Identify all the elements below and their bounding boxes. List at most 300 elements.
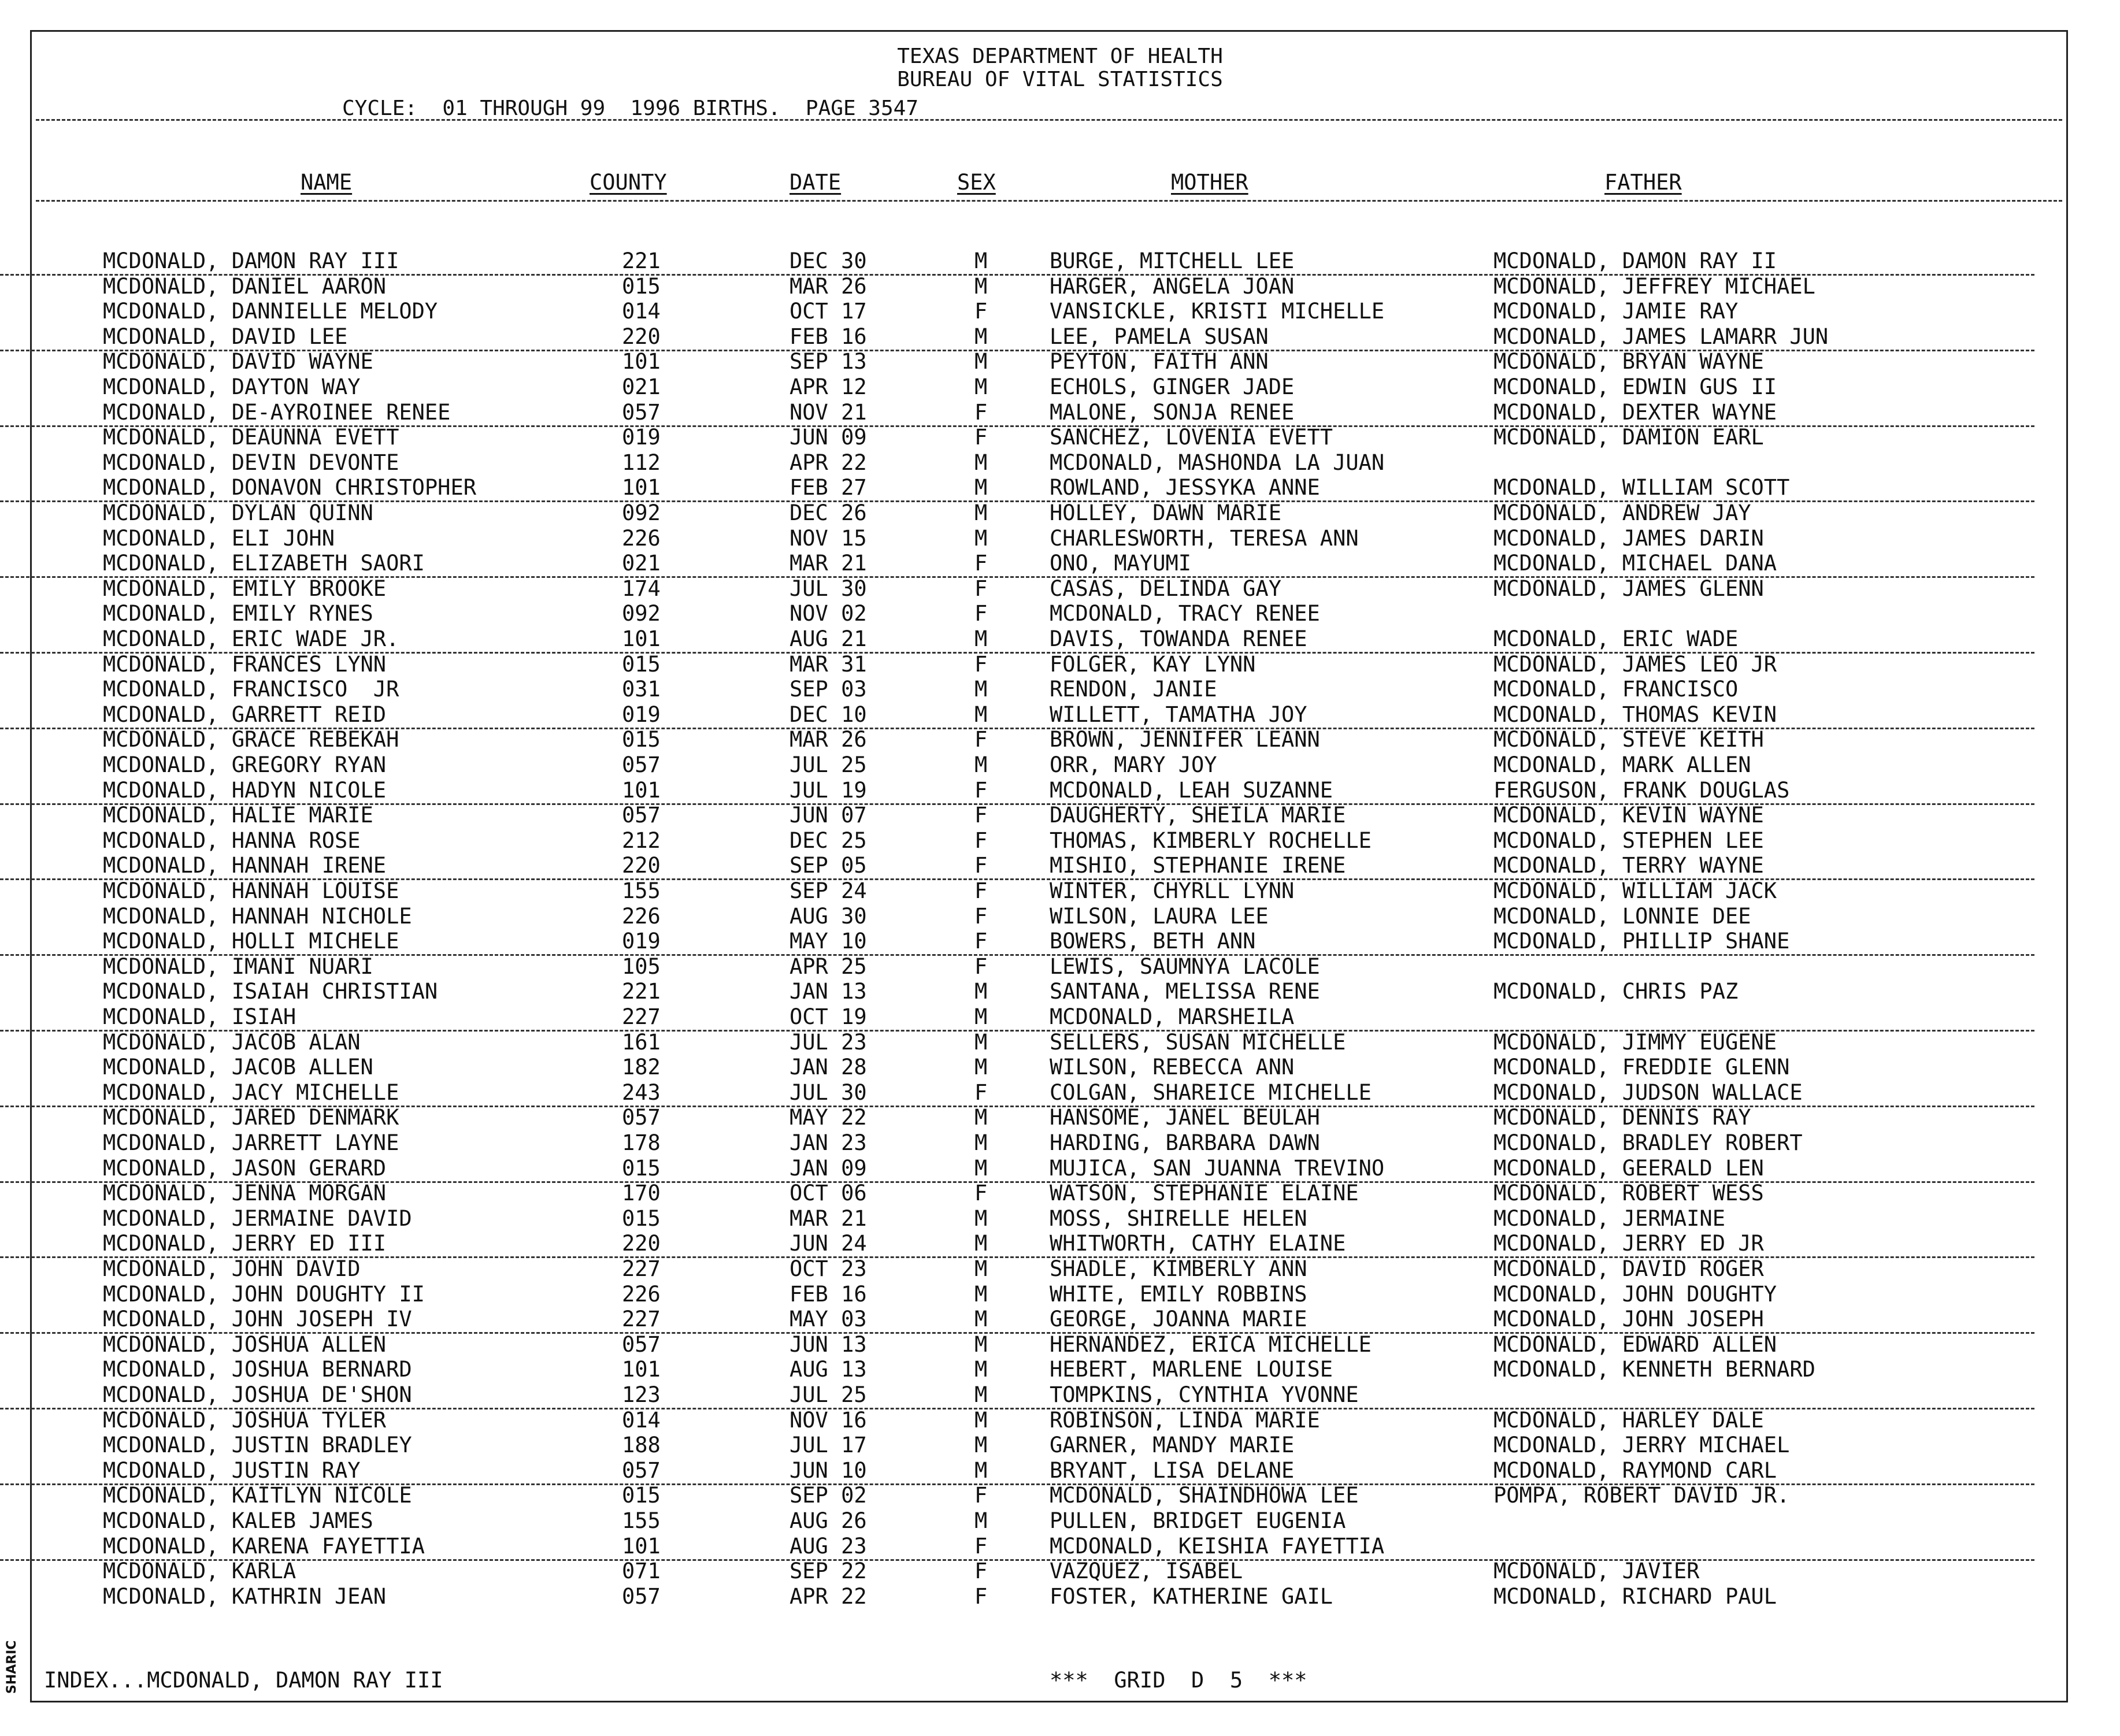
cell-father: MCDONALD, DAMON RAY II	[1493, 248, 1777, 273]
cell-sex: F	[974, 929, 988, 954]
cell-county: 155	[622, 878, 661, 903]
col-header-date: DATE	[790, 170, 842, 195]
cell-father: MCDONALD, JAMES LEO JR	[1493, 651, 1777, 677]
cell-sex: F	[974, 1483, 988, 1508]
cell-county: 112	[622, 450, 661, 475]
cell-date: MAY 10	[790, 929, 867, 954]
bureau-title: BUREAU OF VITAL STATISTICS	[897, 68, 1223, 91]
cell-sex: M	[974, 500, 988, 525]
cell-sex: M	[974, 1205, 988, 1231]
cell-mother: MALONE, SONJA RENEE	[1050, 399, 1295, 425]
cell-county: 161	[622, 1029, 661, 1055]
cell-name: MCDONALD, ERIC WADE JR.	[103, 626, 399, 651]
cell-county: 021	[622, 374, 661, 399]
cell-father: MCDONALD, BRYAN WAYNE	[1493, 349, 1764, 374]
cell-name: MCDONALD, DAVID LEE	[103, 324, 348, 349]
cell-mother: FOSTER, KATHERINE GAIL	[1050, 1583, 1333, 1609]
cell-mother: TOMPKINS, CYNTHIA YVONNE	[1050, 1382, 1359, 1407]
cell-father: MCDONALD, ANDREW JAY	[1493, 500, 1751, 525]
cell-mother: GARNER, MANDY MARIE	[1050, 1433, 1295, 1458]
cell-sex: M	[974, 1357, 988, 1382]
table-row	[0, 929, 2034, 956]
cell-father: MCDONALD, HARLEY DALE	[1493, 1407, 1764, 1433]
cell-father: MCDONALD, BRADLEY ROBERT	[1493, 1130, 1803, 1155]
cell-name: MCDONALD, GRACE REBEKAH	[103, 727, 399, 752]
footer-grid: *** GRID D 5 ***	[1050, 1668, 1307, 1693]
cell-father: MCDONALD, RAYMOND CARL	[1493, 1457, 1777, 1483]
cell-date: JUL 25	[790, 752, 867, 777]
cell-name: MCDONALD, JASON GERARD	[103, 1155, 387, 1181]
cell-county: 101	[622, 1357, 661, 1382]
table-row	[0, 1030, 2034, 1055]
cell-name: MCDONALD, DANIEL AARON	[103, 273, 387, 299]
table-row	[0, 1458, 2034, 1485]
cell-sex: F	[974, 1181, 988, 1206]
cell-sex: M	[974, 1433, 988, 1458]
cell-date: SEP 24	[790, 878, 867, 903]
cell-father: MCDONALD, PHILLIP SHANE	[1493, 929, 1790, 954]
cell-county: 057	[622, 1105, 661, 1130]
cell-sex: M	[974, 677, 988, 702]
cell-name: MCDONALD, JOHN DAVID	[103, 1256, 361, 1281]
cell-father: MCDONALD, JUDSON WALLACE	[1493, 1080, 1803, 1105]
table-row	[0, 450, 2034, 476]
cell-date: OCT 06	[790, 1181, 867, 1206]
cell-sex: M	[974, 1407, 988, 1433]
cell-father: MCDONALD, GEERALD LEN	[1493, 1155, 1764, 1181]
cell-mother: WINTER, CHYRLL LYNN	[1050, 878, 1295, 903]
cell-date: JAN 13	[790, 979, 867, 1004]
cell-name: MCDONALD, ELI JOHN	[103, 525, 335, 551]
cell-father: MCDONALD, KEVIN WAYNE	[1493, 803, 1764, 828]
cell-sex: M	[974, 1382, 988, 1407]
cell-county: 220	[622, 324, 661, 349]
cell-sex: M	[974, 1105, 988, 1130]
cell-father: MCDONALD, JAMIE RAY	[1493, 299, 1739, 324]
cell-county: 220	[622, 1231, 661, 1256]
cell-date: FEB 27	[790, 475, 867, 500]
cell-name: MCDONALD, JOSHUA TYLER	[103, 1407, 387, 1433]
header-divider	[36, 119, 2062, 121]
cell-name: MCDONALD, DEVIN DEVONTE	[103, 450, 399, 475]
agency-title: TEXAS DEPARTMENT OF HEALTH	[897, 44, 1223, 68]
table-row	[0, 1483, 2034, 1508]
cell-mother: ONO, MAYUMI	[1050, 551, 1192, 576]
cell-county: 019	[622, 702, 661, 727]
table-row	[0, 702, 2034, 729]
cell-father: MCDONALD, JOHN JOSEPH	[1493, 1307, 1764, 1332]
table-row	[0, 1206, 2034, 1231]
cell-date: NOV 02	[790, 601, 867, 626]
cell-sex: M	[974, 752, 988, 777]
cell-mother: DAUGHERTY, SHEILA MARIE	[1050, 803, 1346, 828]
cell-mother: SANTANA, MELISSA RENE	[1050, 979, 1320, 1004]
table-row	[0, 828, 2034, 854]
cell-county: 014	[622, 1407, 661, 1433]
cell-father: MCDONALD, ERIC WADE	[1493, 626, 1739, 651]
cell-sex: F	[974, 1583, 988, 1609]
cell-name: MCDONALD, JOSHUA BERNARD	[103, 1357, 412, 1382]
cell-date: AUG 30	[790, 903, 867, 929]
cell-name: MCDONALD, DAMON RAY III	[103, 248, 399, 273]
table-row	[0, 652, 2034, 677]
cell-county: 101	[622, 349, 661, 374]
cell-county: 105	[622, 954, 661, 979]
cell-date: JUL 19	[790, 777, 867, 803]
table-row	[0, 1105, 2034, 1130]
cell-father: MCDONALD, MICHAEL DANA	[1493, 551, 1777, 576]
cell-name: MCDONALD, KATHRIN JEAN	[103, 1583, 387, 1609]
cell-father: MCDONALD, LONNIE DEE	[1493, 903, 1751, 929]
cell-name: MCDONALD, FRANCISCO JR	[103, 677, 399, 702]
cell-date: AUG 26	[790, 1508, 867, 1533]
table-row	[0, 1534, 2034, 1561]
table-row	[0, 1508, 2034, 1534]
cell-county: 123	[622, 1382, 661, 1407]
cell-county: 015	[622, 273, 661, 299]
cell-date: SEP 05	[790, 853, 867, 878]
table-row	[0, 400, 2034, 427]
cell-name: MCDONALD, KAITLYN NICOLE	[103, 1483, 412, 1508]
cell-county: 019	[622, 929, 661, 954]
cell-county: 057	[622, 752, 661, 777]
cell-mother: CASAS, DELINDA GAY	[1050, 576, 1281, 601]
cell-date: AUG 13	[790, 1357, 867, 1382]
cell-date: DEC 10	[790, 702, 867, 727]
cell-county: 015	[622, 1155, 661, 1181]
table-row	[0, 1332, 2034, 1357]
cell-date: JUL 30	[790, 576, 867, 601]
cell-county: 226	[622, 525, 661, 551]
cell-sex: M	[974, 702, 988, 727]
cell-mother: LEE, PAMELA SUSAN	[1050, 324, 1269, 349]
table-row	[0, 1130, 2034, 1156]
col-header-father: FATHER	[1604, 170, 1682, 195]
cell-mother: MCDONALD, MASHONDA LA JUAN	[1050, 450, 1385, 475]
cell-county: 019	[622, 425, 661, 450]
cell-father: MCDONALD, EDWIN GUS II	[1493, 374, 1777, 399]
cell-sex: M	[974, 1155, 988, 1181]
cell-mother: MOSS, SHIRELLE HELEN	[1050, 1205, 1307, 1231]
cell-mother: DAVIS, TOWANDA RENEE	[1050, 626, 1307, 651]
cell-mother: PEYTON, FAITH ANN	[1050, 349, 1269, 374]
cell-sex: M	[974, 1130, 988, 1155]
cell-father: MCDONALD, ROBERT WESS	[1493, 1181, 1764, 1206]
cell-date: NOV 16	[790, 1407, 867, 1433]
cell-name: MCDONALD, ELIZABETH SAORI	[103, 551, 425, 576]
table-row	[0, 1055, 2034, 1080]
cell-sex: M	[974, 450, 988, 475]
cell-name: MCDONALD, KARENA FAYETTIA	[103, 1533, 425, 1559]
cell-name: MCDONALD, JOHN DOUGHTY II	[103, 1281, 425, 1307]
cell-sex: F	[974, 1559, 988, 1584]
cell-sex: F	[974, 551, 988, 576]
cell-father: MCDONALD, STEVE KEITH	[1493, 727, 1764, 752]
cell-mother: WHITWORTH, CATHY ELAINE	[1050, 1231, 1346, 1256]
cell-father: MCDONALD, THOMAS KEVIN	[1493, 702, 1777, 727]
cell-name: MCDONALD, FRANCES LYNN	[103, 651, 387, 677]
cell-father: MCDONALD, JEFFREY MICHAEL	[1493, 273, 1815, 299]
table-row	[0, 677, 2034, 702]
cell-date: DEC 26	[790, 500, 867, 525]
cell-mother: SANCHEZ, LOVENIA EVETT	[1050, 425, 1333, 450]
cell-county: 101	[622, 626, 661, 651]
cell-county: 174	[622, 576, 661, 601]
cell-sex: F	[974, 425, 988, 450]
table-row	[0, 1357, 2034, 1382]
cell-father: MCDONALD, JOHN DOUGHTY	[1493, 1281, 1777, 1307]
cell-sex: F	[974, 828, 988, 853]
table-row	[0, 274, 2034, 299]
cell-mother: MCDONALD, SHAINDHOWA LEE	[1050, 1483, 1359, 1508]
cell-county: 015	[622, 727, 661, 752]
cell-sex: M	[974, 1029, 988, 1055]
cell-date: DEC 25	[790, 828, 867, 853]
cell-date: JUL 23	[790, 1029, 867, 1055]
cell-mother: HERNANDEZ, ERICA MICHELLE	[1050, 1331, 1372, 1357]
cell-name: MCDONALD, GREGORY RYAN	[103, 752, 387, 777]
cell-sex: M	[974, 1055, 988, 1080]
cell-mother: WATSON, STEPHANIE ELAINE	[1050, 1181, 1359, 1206]
col-header-sex: SEX	[957, 170, 996, 195]
table-row	[0, 878, 2034, 904]
side-mark: SHARIC	[5, 1640, 19, 1694]
cell-father: MCDONALD, RICHARD PAUL	[1493, 1583, 1777, 1609]
cell-father: MCDONALD, WILLIAM JACK	[1493, 878, 1777, 903]
cell-mother: SELLERS, SUSAN MICHELLE	[1050, 1029, 1346, 1055]
cell-sex: M	[974, 1004, 988, 1029]
cell-mother: HARGER, ANGELA JOAN	[1050, 273, 1295, 299]
table-row	[0, 803, 2034, 828]
cell-father: MCDONALD, JERMAINE	[1493, 1205, 1725, 1231]
cell-name: MCDONALD, HANNAH LOUISE	[103, 878, 399, 903]
cell-name: MCDONALD, ISAIAH CHRISTIAN	[103, 979, 438, 1004]
cell-name: MCDONALD, JOHN JOSEPH IV	[103, 1307, 412, 1332]
cell-name: MCDONALD, GARRETT REID	[103, 702, 387, 727]
col-header-county: COUNTY	[590, 170, 667, 195]
cell-sex: M	[974, 1281, 988, 1307]
table-row	[0, 374, 2034, 400]
table-row	[0, 324, 2034, 351]
cell-name: MCDONALD, JACOB ALAN	[103, 1029, 361, 1055]
cell-sex: M	[974, 374, 988, 399]
cell-county: 031	[622, 677, 661, 702]
table-row	[0, 500, 2034, 526]
cell-name: MCDONALD, JENNA MORGAN	[103, 1181, 387, 1206]
cell-date: NOV 21	[790, 399, 867, 425]
cell-name: MCDONALD, DONAVON CHRISTOPHER	[103, 475, 477, 500]
cell-date: DEC 30	[790, 248, 867, 273]
cell-date: OCT 19	[790, 1004, 867, 1029]
cell-county: 057	[622, 1331, 661, 1357]
cell-date: APR 25	[790, 954, 867, 979]
cell-mother: HARDING, BARBARA DAWN	[1050, 1130, 1320, 1155]
cell-sex: F	[974, 399, 988, 425]
cell-date: AUG 23	[790, 1533, 867, 1559]
cell-father: MCDONALD, DEXTER WAYNE	[1493, 399, 1777, 425]
cell-name: MCDONALD, KALEB JAMES	[103, 1508, 373, 1533]
cell-father: MCDONALD, JERRY ED JR	[1493, 1231, 1764, 1256]
cell-county: 221	[622, 979, 661, 1004]
cell-sex: F	[974, 727, 988, 752]
cell-date: MAY 03	[790, 1307, 867, 1332]
cell-county: 188	[622, 1433, 661, 1458]
cell-county: 015	[622, 651, 661, 677]
cell-name: MCDONALD, DE-AYROINEE RENEE	[103, 399, 451, 425]
table-row	[0, 1080, 2034, 1107]
cell-father: MCDONALD, TERRY WAYNE	[1493, 853, 1764, 878]
cell-county: 057	[622, 399, 661, 425]
cell-county: 212	[622, 828, 661, 853]
cell-name: MCDONALD, IMANI NUARI	[103, 954, 373, 979]
cell-mother: BRYANT, LISA DELANE	[1050, 1457, 1295, 1483]
cell-county: 057	[622, 1583, 661, 1609]
cell-date: OCT 23	[790, 1256, 867, 1281]
cell-sex: M	[974, 349, 988, 374]
cell-date: JUN 09	[790, 425, 867, 450]
cell-date: JUN 10	[790, 1457, 867, 1483]
cell-name: MCDONALD, HADYN NICOLE	[103, 777, 387, 803]
cell-mother: CHARLESWORTH, TERESA ANN	[1050, 525, 1359, 551]
cell-name: MCDONALD, JOSHUA ALLEN	[103, 1331, 387, 1357]
cell-name: MCDONALD, DAVID WAYNE	[103, 349, 373, 374]
cell-mother: WILSON, REBECCA ANN	[1050, 1055, 1295, 1080]
cell-sex: M	[974, 273, 988, 299]
cell-county: 155	[622, 1508, 661, 1533]
cell-date: SEP 02	[790, 1483, 867, 1508]
cell-name: MCDONALD, JACOB ALLEN	[103, 1055, 373, 1080]
cell-father: MCDONALD, JAVIER	[1493, 1559, 1700, 1584]
table-row	[0, 576, 2034, 602]
cycle-line: CYCLE: 01 THROUGH 99 1996 BIRTHS. PAGE 3547	[342, 97, 918, 120]
cell-sex: F	[974, 299, 988, 324]
cell-father: MCDONALD, KENNETH BERNARD	[1493, 1357, 1815, 1382]
cell-mother: COLGAN, SHAREICE MICHELLE	[1050, 1080, 1372, 1105]
cell-county: 101	[622, 1533, 661, 1559]
cell-name: MCDONALD, JARRETT LAYNE	[103, 1130, 399, 1155]
cell-county: 101	[622, 777, 661, 803]
cell-mother: MCDONALD, LEAH SUZANNE	[1050, 777, 1333, 803]
cell-date: JAN 28	[790, 1055, 867, 1080]
table-row	[0, 954, 2034, 980]
cell-date: JUN 24	[790, 1231, 867, 1256]
cell-mother: MISHIO, STEPHANIE IRENE	[1050, 853, 1346, 878]
cell-mother: MUJICA, SAN JUANNA TREVINO	[1050, 1155, 1385, 1181]
cell-county: 071	[622, 1559, 661, 1584]
cell-name: MCDONALD, JUSTIN RAY	[103, 1457, 361, 1483]
cell-date: SEP 22	[790, 1559, 867, 1584]
cell-date: JUN 13	[790, 1331, 867, 1357]
cell-name: MCDONALD, JERRY ED III	[103, 1231, 387, 1256]
footer-index: INDEX...MCDONALD, DAMON RAY III	[44, 1668, 443, 1693]
cell-sex: M	[974, 1508, 988, 1533]
cell-sex: F	[974, 803, 988, 828]
cell-sex: F	[974, 853, 988, 878]
cell-mother: VAZQUEZ, ISABEL	[1050, 1559, 1243, 1584]
cell-mother: VANSICKLE, KRISTI MICHELLE	[1050, 299, 1385, 324]
cell-father: MCDONALD, EDWARD ALLEN	[1493, 1331, 1777, 1357]
cell-sex: M	[974, 475, 988, 500]
table-row	[0, 1231, 2034, 1258]
cell-name: MCDONALD, DAYTON WAY	[103, 374, 361, 399]
cell-mother: FOLGER, KAY LYNN	[1050, 651, 1256, 677]
cell-name: MCDONALD, HANNAH NICHOLE	[103, 903, 412, 929]
cell-mother: PULLEN, BRIDGET EUGENIA	[1050, 1508, 1346, 1533]
cell-county: 015	[622, 1483, 661, 1508]
cell-county: 243	[622, 1080, 661, 1105]
cell-father: MCDONALD, FRANCISCO	[1493, 677, 1739, 702]
cell-date: OCT 17	[790, 299, 867, 324]
cell-mother: MCDONALD, KEISHIA FAYETTIA	[1050, 1533, 1385, 1559]
table-row	[0, 853, 2034, 880]
cell-county: 021	[622, 551, 661, 576]
cell-mother: ROWLAND, JESSYKA ANNE	[1050, 475, 1320, 500]
cell-father: POMPA, ROBERT DAVID JR.	[1493, 1483, 1790, 1508]
cell-mother: SHADLE, KIMBERLY ANN	[1050, 1256, 1307, 1281]
cell-date: MAR 31	[790, 651, 867, 677]
cell-name: MCDONALD, JACY MICHELLE	[103, 1080, 399, 1105]
cell-county: 057	[622, 803, 661, 828]
cell-date: JUN 07	[790, 803, 867, 828]
cell-name: MCDONALD, HANNAH IRENE	[103, 853, 387, 878]
cell-county: 092	[622, 601, 661, 626]
cell-date: MAR 21	[790, 551, 867, 576]
table-row	[0, 626, 2034, 654]
cell-date: FEB 16	[790, 324, 867, 349]
cell-name: MCDONALD, HANNA ROSE	[103, 828, 361, 853]
cell-sex: M	[974, 1256, 988, 1281]
cell-mother: WILLETT, TAMATHA JOY	[1050, 702, 1307, 727]
cell-mother: HEBERT, MARLENE LOUISE	[1050, 1357, 1333, 1382]
table-row	[0, 1181, 2034, 1206]
cell-mother: HOLLEY, DAWN MARIE	[1050, 500, 1281, 525]
cell-date: NOV 15	[790, 525, 867, 551]
cell-name: MCDONALD, JERMAINE DAVID	[103, 1205, 412, 1231]
cell-county: 227	[622, 1307, 661, 1332]
cell-name: MCDONALD, EMILY BROOKE	[103, 576, 387, 601]
cell-name: MCDONALD, JUSTIN BRADLEY	[103, 1433, 412, 1458]
cell-sex: M	[974, 1307, 988, 1332]
column-divider	[36, 200, 2062, 202]
table-row	[0, 1559, 2034, 1584]
cell-mother: THOMAS, KIMBERLY ROCHELLE	[1050, 828, 1372, 853]
cell-county: 092	[622, 500, 661, 525]
cell-sex: F	[974, 1533, 988, 1559]
table-row	[0, 1307, 2034, 1334]
cell-father: MCDONALD, JERRY MICHAEL	[1493, 1433, 1790, 1458]
table-row	[0, 1156, 2034, 1183]
cell-county: 101	[622, 475, 661, 500]
cell-date: JUL 25	[790, 1382, 867, 1407]
cell-name: MCDONALD, DYLAN QUINN	[103, 500, 373, 525]
cell-name: MCDONALD, JOSHUA DE'SHON	[103, 1382, 412, 1407]
cell-date: JAN 23	[790, 1130, 867, 1155]
cell-date: APR 22	[790, 450, 867, 475]
cell-father: MCDONALD, MARK ALLEN	[1493, 752, 1751, 777]
cell-county: 170	[622, 1181, 661, 1206]
cell-sex: F	[974, 1080, 988, 1105]
table-row	[0, 1256, 2034, 1282]
table-row	[0, 1382, 2034, 1409]
cell-county: 182	[622, 1055, 661, 1080]
cell-mother: RENDON, JANIE	[1050, 677, 1217, 702]
cell-county: 221	[622, 248, 661, 273]
cell-mother: MCDONALD, MARSHEILA	[1050, 1004, 1295, 1029]
table-row	[0, 1282, 2034, 1307]
cell-mother: BURGE, MITCHELL LEE	[1050, 248, 1295, 273]
cell-sex: M	[974, 979, 988, 1004]
cell-date: AUG 21	[790, 626, 867, 651]
